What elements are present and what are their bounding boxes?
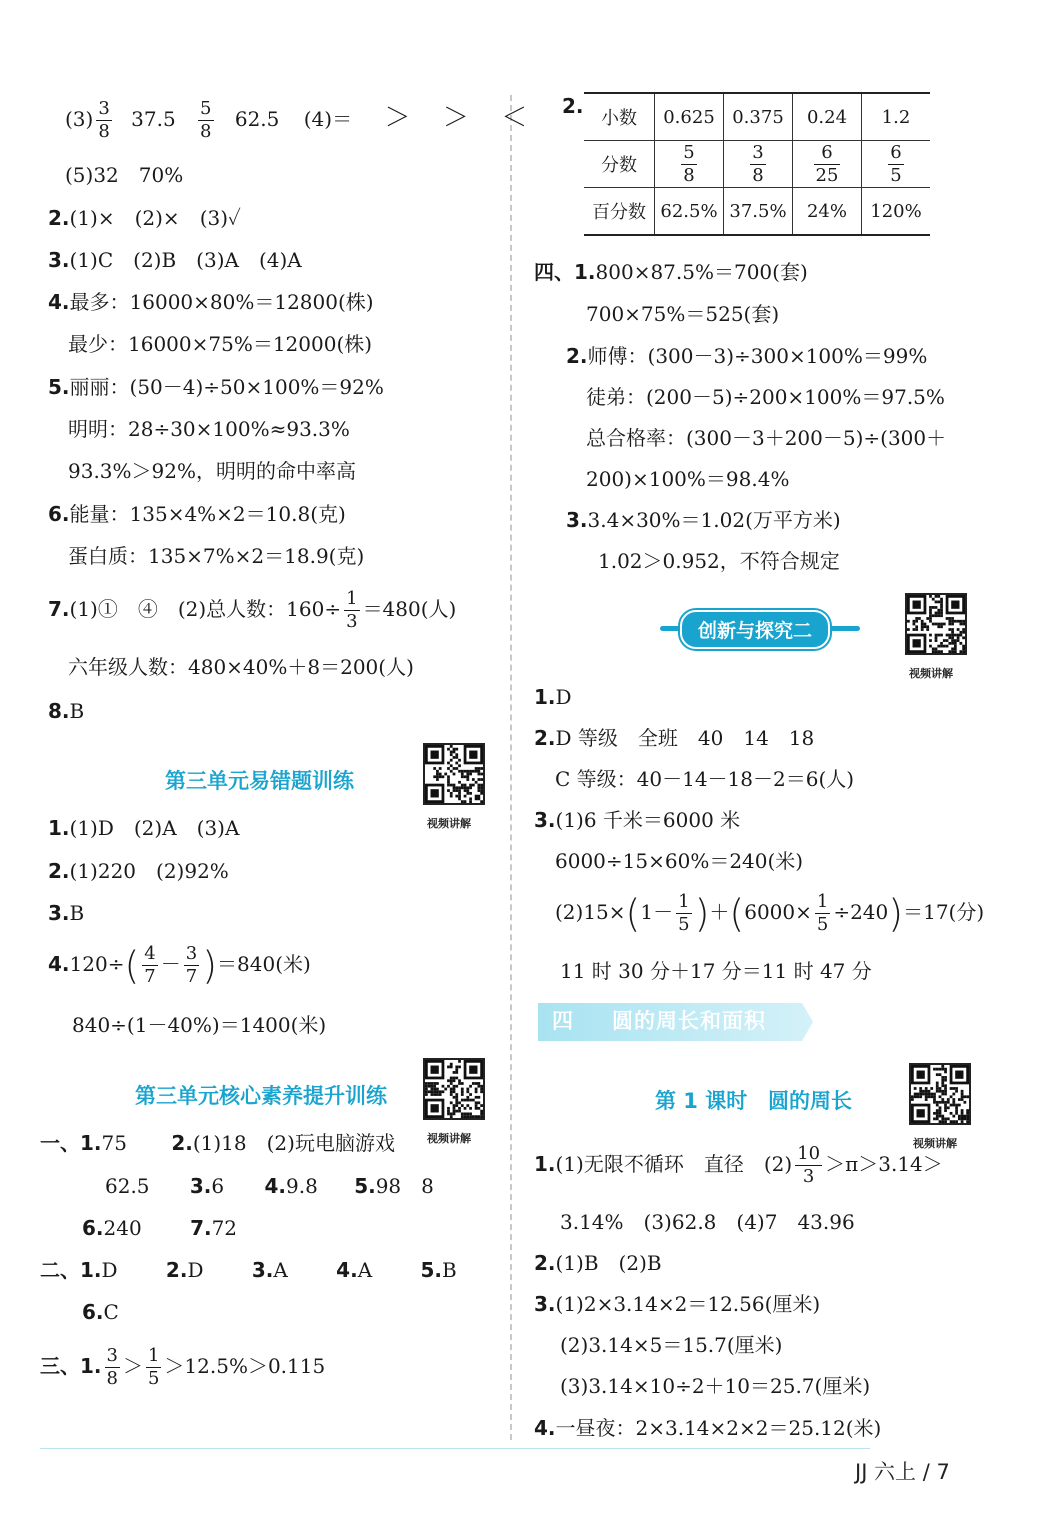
answer-q2: 2.(1)× (2)× (3)✓	[48, 206, 241, 230]
table-cell: $\frac{3}{8}$	[724, 141, 793, 188]
qr-caption: 视频讲解	[909, 667, 953, 680]
table-cell: 37.5%	[724, 188, 793, 236]
qr-caption: 视频讲解	[427, 1132, 471, 1145]
table-row	[584, 188, 930, 236]
unit-title: 圆的周长和面积	[612, 1009, 766, 1033]
table-cell: 24%	[793, 188, 862, 236]
answer-q6: 6.能量：135×4%×2＝10.8(克)	[48, 502, 346, 526]
answer-q4: 4.最多：16000×80%＝12800(株)	[48, 290, 374, 314]
circle-q3-line2: (2)3.14×5＝15.7(厘米)	[560, 1333, 783, 1357]
error-q1: 1.(1)D (2)A (3)A	[48, 816, 240, 840]
footer-rule	[40, 1448, 870, 1449]
table-cell: 120%	[862, 188, 931, 236]
answer-q4-line2: 最少：16000×75%＝12000(株)	[68, 332, 373, 356]
part4-q2: 2.师傅：(300－3)÷300×100%＝99%	[566, 344, 928, 368]
answer-q3: 3.(1)C (2)B (3)A (4)A	[48, 248, 302, 272]
row-label: 分数	[584, 141, 655, 188]
fraction: $\frac{4}{7}$	[144, 943, 156, 987]
error-q4: 4.120÷( $\frac{4}{7}$ － $\frac{3}{7}$ )＝840(米)	[48, 943, 311, 988]
part4-q1: 四、1.800×87.5%＝700(套)	[534, 260, 808, 284]
qr-caption: 视频讲解	[427, 817, 471, 830]
table-cell: 0.625	[655, 93, 724, 141]
part4-q3: 3.3.4×30%＝1.02(万平方米)	[566, 508, 841, 532]
unit-number: 四	[552, 1009, 573, 1033]
answer-q5-line3: 93.3%＞92%，明明的命中率高	[68, 459, 356, 483]
innovation-q2: 2.D 等级 全班 40 14 18	[534, 726, 815, 750]
fraction: $\frac{10}{3}$	[797, 1143, 821, 1187]
fraction: $\frac{3}{8}$	[106, 1345, 118, 1389]
circle-q2: 2.(1)B (2)B	[534, 1251, 662, 1275]
error-q4-line2: 840÷(1－40%)＝1400(米)	[72, 1013, 327, 1037]
circle-q1-line2: 3.14% (3)62.8 (4)7 43.96	[560, 1210, 855, 1234]
fraction: $\frac{1}{5}$	[816, 891, 829, 935]
qr-caption: 视频讲解	[913, 1137, 957, 1150]
section-title-innovation: 创新与探究二	[680, 610, 830, 649]
part4-q2-line4: 200)×100%＝98.4%	[586, 467, 790, 491]
circle-q3: 3.(1)2×3.14×2＝12.56(厘米)	[534, 1292, 821, 1316]
section-title-core-training: 第三单元核心素养提升训练	[135, 1084, 387, 1108]
column-divider	[510, 95, 512, 1440]
answer-q5-line2: 明明：28÷30×100%≈93.3%	[68, 417, 350, 441]
error-q2: 2.(1)220 (2)92%	[48, 859, 229, 883]
qr-code-icon[interactable]	[905, 593, 967, 655]
innovation-q2-line2: C 等级：40－14－18－2＝6(人)	[555, 767, 855, 791]
table-cell: $\frac{5}{8}$	[655, 141, 724, 188]
core-part3-line1: 三、1. $\frac{3}{8}$ ＞ $\frac{1}{5}$ ＞12.5%＞0.115	[40, 1345, 326, 1389]
table-row	[584, 141, 930, 188]
fraction: $\frac{3}{8}$	[98, 98, 110, 142]
core-part2-line1: 二、1.D 2.D 3.A 4.A 5.B	[40, 1258, 457, 1282]
table-cell: 62.5%	[655, 188, 724, 236]
row-label: 百分数	[584, 188, 655, 236]
core-part1-line2: 62.5 3.6 4.9.8 5.98 8	[105, 1174, 434, 1198]
part4-q2-line2: 徒弟：(200－5)÷200×100%＝97.5%	[586, 385, 945, 409]
core-part2-line2: 6.C	[82, 1300, 119, 1324]
row-label: 小数	[584, 93, 655, 141]
fraction: $\frac{3}{7}$	[185, 943, 198, 987]
answer-q8: 8.B	[48, 699, 85, 723]
innovation-q3-line2: 6000÷15×60%＝240(米)	[555, 849, 804, 873]
table-cell: $\frac{6}{25}$	[793, 141, 862, 188]
part4-q3-line2: 1.02＞0.952，不符合规定	[598, 549, 840, 573]
circle-q3-line3: (3)3.14×10÷2＋10＝25.7(厘米)	[560, 1374, 871, 1398]
circle-q1: 1.(1)无限不循环 直径 (2) $\frac{10}{3}$ ＞π＞3.14＞	[534, 1143, 943, 1187]
table-cell: 0.24	[793, 93, 862, 141]
section-title-error-training: 第三单元易错题训练	[165, 769, 354, 793]
answer-line-5: (5)32 70%	[65, 163, 184, 187]
core-part1-line3: 6.240 7.72	[82, 1216, 238, 1240]
fraction: $\frac{5}{8}$	[200, 98, 212, 142]
fraction: $\frac{1}{3}$	[346, 588, 358, 632]
qr-code-icon[interactable]	[423, 743, 485, 805]
page-number: JJ 六上 / 7	[855, 1460, 950, 1484]
part4-q1-line2: 700×75%＝525(套)	[586, 302, 780, 326]
table-cell: $\frac{6}{5}$	[862, 141, 931, 188]
lesson-label: 第 1 课时	[655, 1089, 748, 1113]
innovation-q3: 3.(1)6 千米＝6000 米	[534, 808, 741, 832]
answer-q5: 5.丽丽：(50－4)÷50×100%＝92%	[48, 375, 384, 399]
answer-q7: 7.(1)① ④ (2)总人数：160÷ $\frac{1}{3}$ ＝480(人)	[48, 588, 457, 632]
conversion-table	[584, 92, 930, 236]
answer-line-3-4: (3) $\frac{3}{8}$ 37.5 $\frac{5}{8}$ 62.5 (4)＝ ＞ ＞ ＜	[65, 98, 528, 142]
circle-q4: 4.一昼夜：2×3.14×2×2＝25.12(米)	[534, 1416, 882, 1440]
qr-code-icon[interactable]	[423, 1058, 485, 1120]
answer-q7-line2: 六年级人数：480×40%＋8＝200(人)	[68, 655, 414, 679]
fraction: $\frac{1}{5}$	[678, 891, 690, 935]
table-question-number: 2.	[562, 94, 584, 118]
table-cell: 0.375	[724, 93, 793, 141]
lesson-title: 圆的周长	[768, 1089, 852, 1113]
table-row	[584, 93, 930, 141]
innovation-q3-line4: 11 时 30 分＋17 分＝11 时 47 分	[560, 959, 872, 983]
core-part1-line1: 一、1.75 2.(1)18 (2)玩电脑游戏	[40, 1131, 395, 1155]
qr-code-icon[interactable]	[909, 1063, 971, 1125]
answer-q6-line2: 蛋白质：135×7%×2＝18.9(克)	[68, 544, 365, 568]
error-q3: 3.B	[48, 901, 85, 925]
innovation-q3-line3: (2)15×(1－ $\frac{1}{5}$ )＋(6000× $\frac{1}{5}$ ÷240)＝17(分)	[555, 891, 985, 936]
table-cell: 1.2	[862, 93, 931, 141]
fraction: $\frac{1}{5}$	[147, 1345, 160, 1389]
innovation-q1: 1.D	[534, 685, 572, 709]
part4-q2-line3: 总合格率：(300－3＋200－5)÷(300＋	[586, 426, 947, 450]
